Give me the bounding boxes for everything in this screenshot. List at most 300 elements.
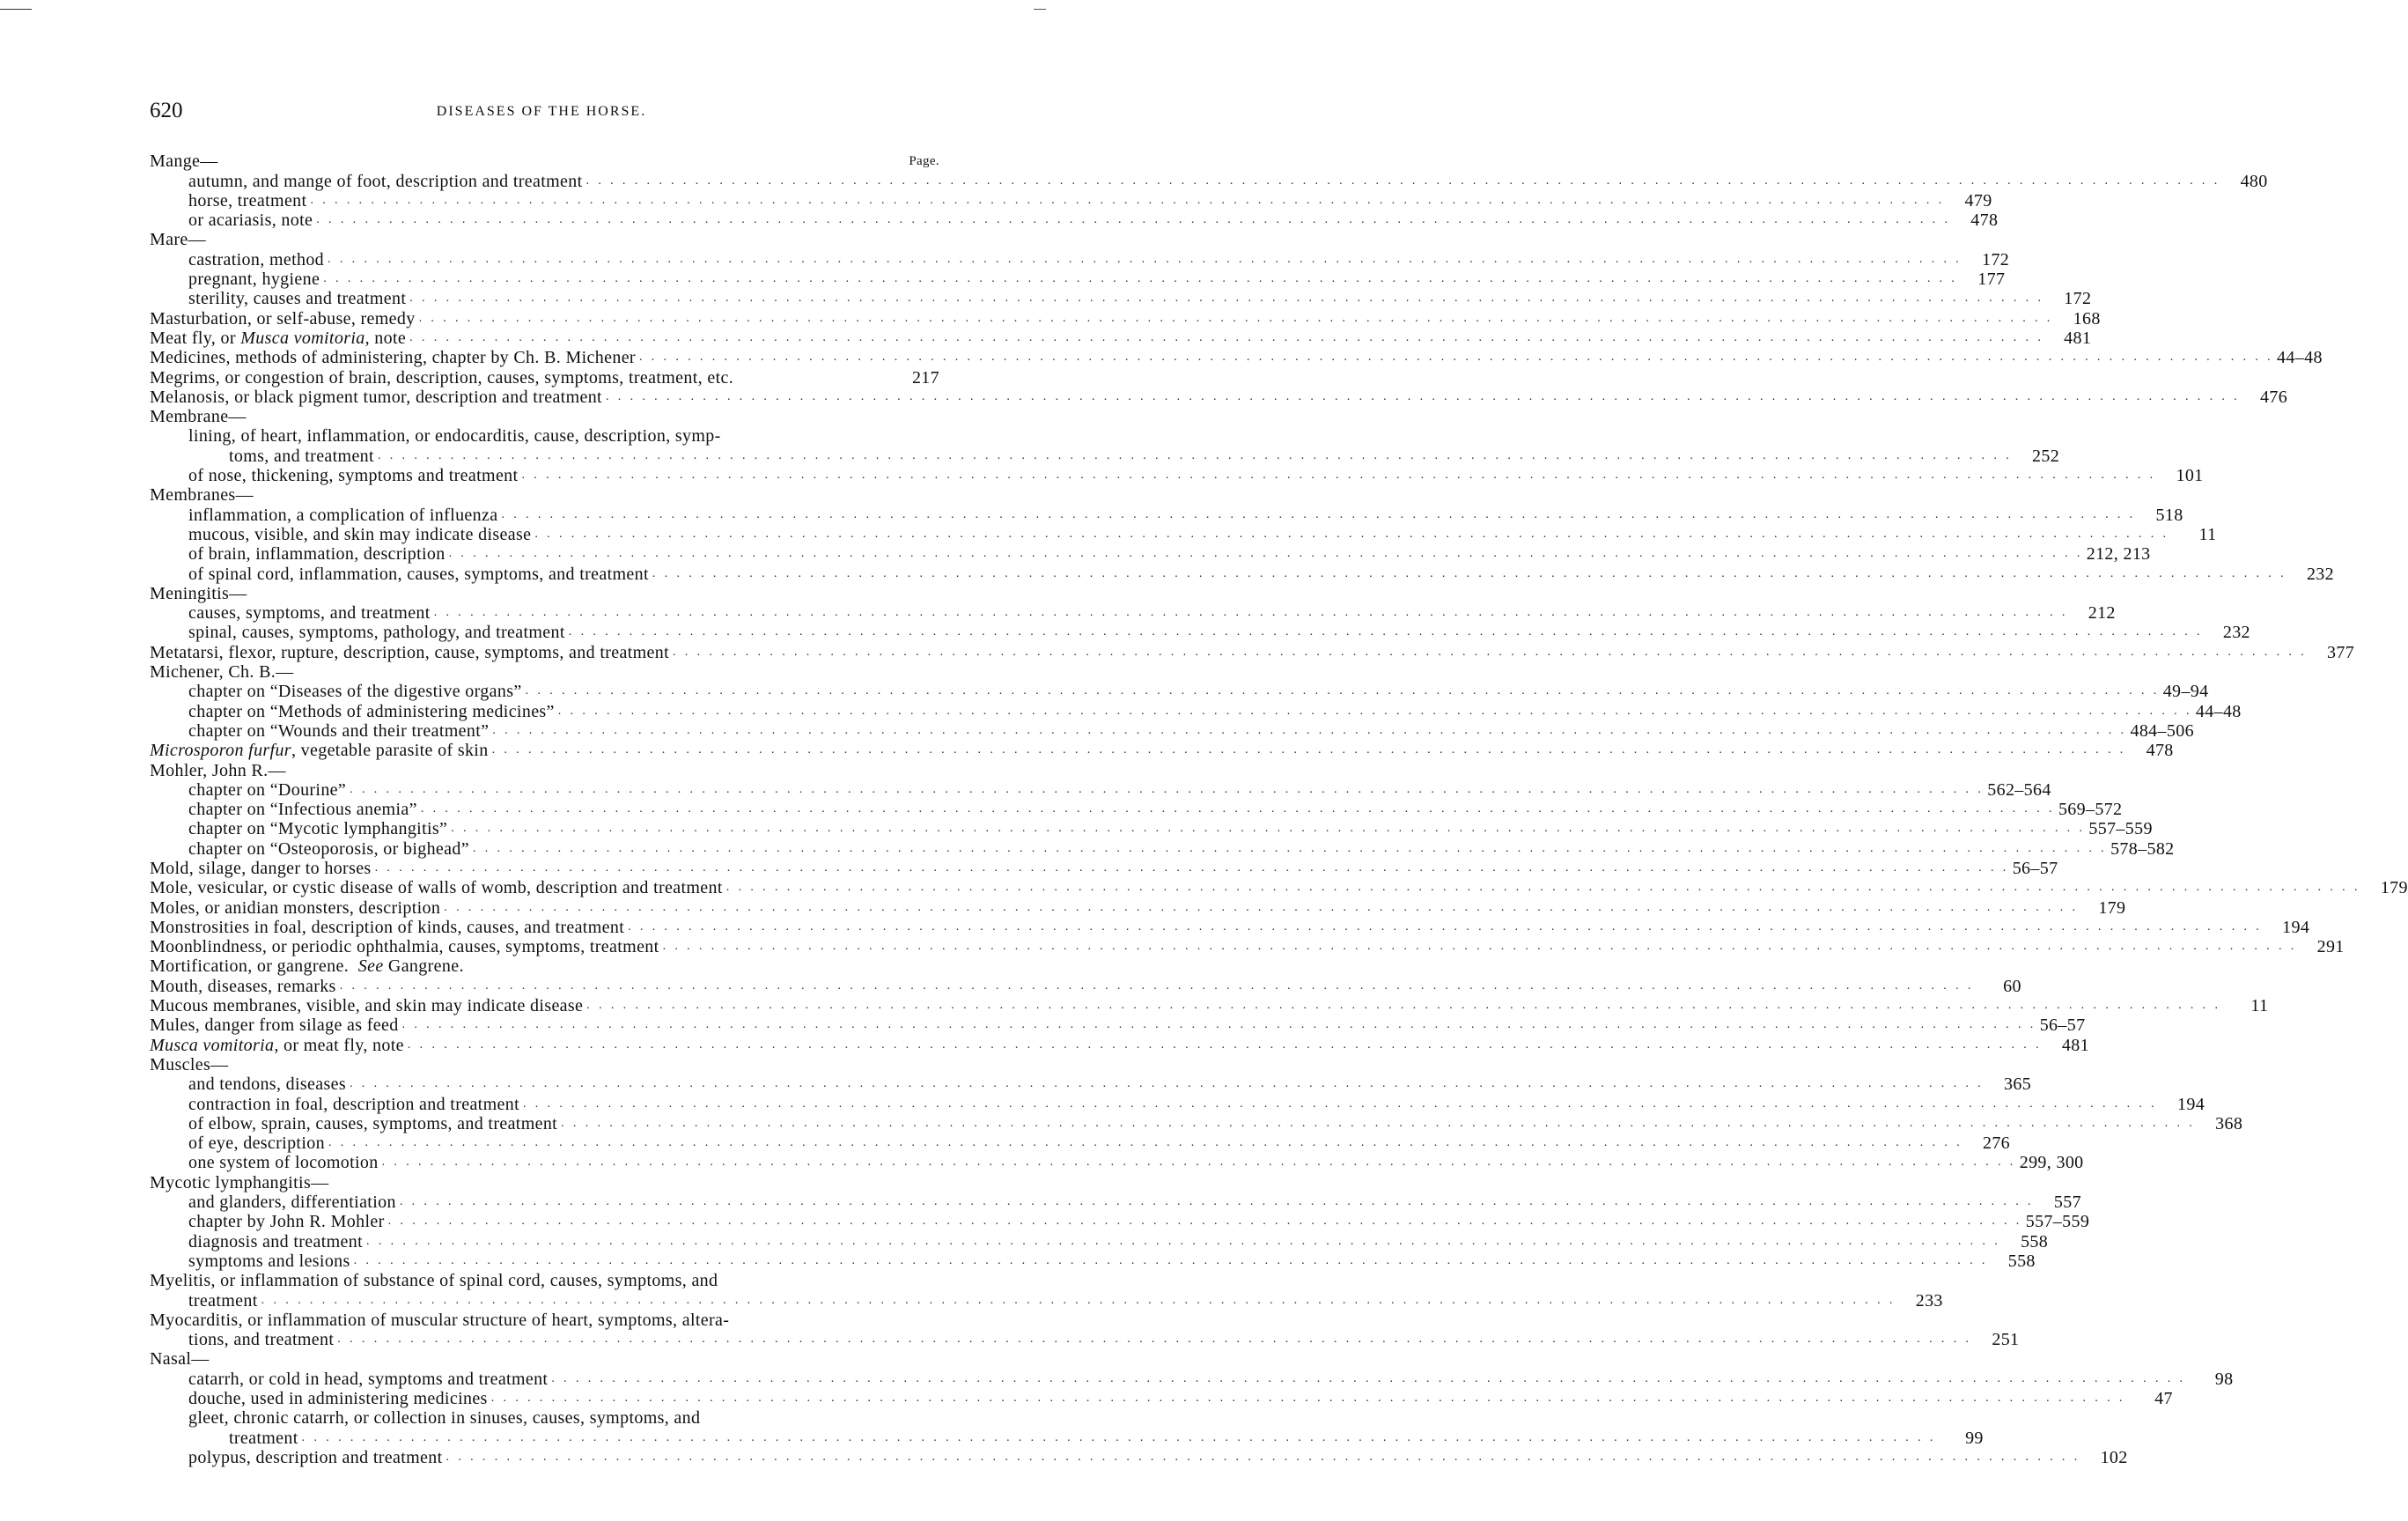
- dot-leader: [446, 1448, 2080, 1467]
- entry-text-segment: autumn, and mange of foot, description and treatment: [188, 171, 583, 191]
- index-entry: [150, 328, 2092, 348]
- dot-leader: [606, 388, 2240, 407]
- page-reference: 558: [2021, 1231, 2049, 1252]
- entry-text-segment: Medicines, methods of administering, chapter by Ch. B. Michener: [150, 348, 636, 368]
- page-reference: 476: [2260, 387, 2288, 407]
- entry-text: [150, 741, 489, 760]
- page-reference: 217: [911, 367, 939, 388]
- page-reference: 562–564: [1987, 779, 2051, 800]
- entry-text-segment: Membranes—: [150, 485, 254, 506]
- page-reference: 56–57: [2039, 1015, 2086, 1036]
- page-reference: 578–582: [2110, 838, 2175, 859]
- entry-text: [188, 1074, 346, 1094]
- entry-text-segment: chapter on “Methods of administering medicines”: [188, 701, 555, 721]
- entry-text-segment: treatment: [229, 1428, 298, 1448]
- dot-leader: [586, 996, 2220, 1015]
- entry-text-segment: Membrane—: [150, 407, 247, 427]
- entry-text: [188, 1389, 488, 1408]
- italic-term: Musca vomitoria: [150, 1035, 275, 1055]
- entry-text-segment: chapter on “Mycotic lymphangitis”: [188, 819, 448, 839]
- dot-leader: [473, 839, 2107, 859]
- entry-text-segment: or acariasis, note: [188, 210, 313, 231]
- index-subentry: [150, 544, 2151, 565]
- index-subentry: [150, 1447, 2128, 1467]
- index-subentry: [150, 779, 2051, 800]
- index-subentry: [150, 1133, 2011, 1154]
- entry-text-segment: Mouth, diseases, remarks: [150, 976, 336, 996]
- page-reference: 518: [2155, 505, 2183, 525]
- entry-text: [150, 407, 247, 426]
- dot-leader: [444, 898, 2078, 918]
- entry-text-segment: inflammation, a complication of influenza: [188, 505, 498, 525]
- entry-text-segment: Mare—: [150, 230, 206, 250]
- entry-text: [188, 839, 469, 859]
- entry-text: [188, 1232, 363, 1252]
- entry-text-segment: tions, and treatment: [188, 1330, 335, 1350]
- entry-text-segment: chapter by John R. Mohler: [188, 1212, 385, 1232]
- page-reference: 479: [1964, 190, 1992, 210]
- entry-text: [188, 1192, 396, 1212]
- entry-text: [188, 623, 565, 642]
- index-subentry: [150, 524, 2217, 544]
- entry-text-segment: Muscles—: [150, 1054, 229, 1074]
- index-entry: [150, 956, 939, 976]
- index-subentry: [150, 210, 1999, 231]
- entry-text: [150, 151, 218, 171]
- entry-text: [188, 1133, 325, 1153]
- page-reference: 558: [2007, 1251, 2036, 1271]
- index-subentry: [150, 800, 2123, 820]
- entry-text: [150, 643, 669, 662]
- page-reference: 212: [2088, 603, 2116, 624]
- page-reference: 177: [1977, 269, 2006, 290]
- index-subentry: [150, 819, 2153, 839]
- entry-text: [188, 1448, 443, 1467]
- dot-leader: [328, 1133, 1962, 1153]
- index-subentry: [150, 1408, 939, 1428]
- entry-text: [188, 1370, 548, 1389]
- dot-leader: [534, 525, 2169, 544]
- page-reference: 232: [2222, 623, 2250, 643]
- index-entry: [150, 917, 2310, 937]
- dot-leader: [434, 603, 2068, 623]
- dot-leader: [302, 1429, 1936, 1448]
- page-reference: 478: [2146, 741, 2174, 761]
- page-reference: 232: [2306, 564, 2335, 584]
- entry-text-segment: toms, and treatment: [229, 446, 374, 466]
- dot-leader: [316, 210, 1950, 230]
- index-entry: [150, 584, 939, 603]
- page-reference: 47: [2154, 1389, 2173, 1408]
- index-subentry: [150, 1428, 1984, 1448]
- entry-text-segment: chapter on “Wounds and their treatment”: [188, 720, 490, 741]
- dot-leader: [337, 1330, 1971, 1349]
- entry-text: [150, 761, 286, 780]
- page-reference: 233: [1915, 1290, 1943, 1311]
- dot-leader: [419, 309, 2053, 329]
- dot-leader: [501, 506, 2135, 525]
- entry-text-segment: Mold, silage, danger to horses: [150, 858, 372, 878]
- dot-leader: [521, 466, 2155, 485]
- entry-text: [188, 525, 531, 544]
- dot-leader: [491, 1389, 2125, 1408]
- dot-leader: [388, 1212, 2022, 1231]
- dot-leader: [350, 1074, 1984, 1094]
- index-subentry: [150, 1094, 2205, 1114]
- page-reference: 101: [2176, 466, 2204, 486]
- index-subentry: [150, 720, 2194, 741]
- page-reference: 49–94: [2162, 682, 2209, 702]
- dot-leader: [628, 918, 2262, 937]
- entry-text: [188, 721, 489, 741]
- dot-leader: [354, 1252, 1988, 1271]
- entry-text: [188, 565, 649, 584]
- entry-text-segment: horse, treatment: [188, 190, 307, 210]
- index-subentry: [150, 426, 939, 446]
- index-subentry: [150, 1369, 2234, 1389]
- entry-text-segment: Mucous membranes, visible, and skin may indicate disease: [150, 996, 584, 1016]
- entry-text: [188, 466, 518, 485]
- entry-text: [188, 172, 583, 191]
- index-subentry: [150, 505, 2183, 525]
- index-subentry: [150, 289, 2092, 309]
- page-reference: 11: [2198, 524, 2217, 544]
- index-subentry: [150, 1212, 2090, 1232]
- entry-text-segment: Moonblindness, or periodic ophthalmia, causes, symptoms, treatment: [150, 937, 659, 957]
- index-subentry: [150, 190, 1992, 210]
- dot-leader: [382, 1153, 2016, 1172]
- entry-text: [150, 878, 723, 897]
- index-subentry: [150, 446, 2060, 466]
- entry-text-segment: polypus, description and treatment: [188, 1447, 443, 1467]
- dot-leader: [350, 780, 1984, 800]
- page-reference: 98: [2214, 1369, 2234, 1389]
- dot-leader: [551, 1370, 2185, 1389]
- entry-text-segment: Monstrosities in foal, description of kinds, causes, and treatment: [150, 917, 625, 937]
- entry-text: [188, 1212, 385, 1231]
- entry-text: [188, 1114, 557, 1133]
- entry-text: [188, 1095, 519, 1114]
- entry-text-segment: treatment: [188, 1290, 258, 1311]
- italic-term: See: [357, 956, 384, 977]
- index-subentry: [150, 1231, 2049, 1252]
- entry-text: [150, 309, 416, 329]
- dot-leader: [378, 447, 2012, 466]
- entry-text: [188, 1153, 379, 1172]
- page-reference: 276: [1982, 1133, 2011, 1154]
- index-entry: [150, 996, 2269, 1016]
- entry-text: [150, 1173, 328, 1192]
- index-subentry: [150, 838, 2175, 859]
- entry-text-segment: Mohler, John R.—: [150, 760, 286, 780]
- entry-text-segment: of spinal cord, inflammation, causes, symptoms, and treatment: [188, 564, 649, 584]
- entry-text-segment: Megrims, or congestion of brain, description, causes, symptoms, treatment, etc.: [150, 367, 734, 388]
- entry-text: [150, 996, 583, 1015]
- entry-text-segment: Gangrene.: [383, 956, 464, 977]
- page-reference: 481: [2064, 328, 2092, 348]
- page-reference: 377: [2327, 642, 2355, 662]
- italic-term: Microsporon furfur: [150, 741, 291, 761]
- index-entry: [150, 151, 939, 171]
- dot-leader: [421, 800, 2055, 819]
- page-reference: 172: [2064, 289, 2092, 309]
- entry-text-segment: chapter on “Dourine”: [188, 779, 347, 800]
- dot-leader: [409, 289, 2043, 308]
- index-subentry: [150, 1330, 2020, 1350]
- entry-text: [188, 682, 522, 701]
- dot-leader: [375, 859, 2009, 878]
- entry-text: [150, 584, 247, 603]
- entry-text-segment: causes, symptoms, and treatment: [188, 603, 431, 624]
- entry-text-segment: , or meat fly, note: [274, 1035, 404, 1055]
- dot-leader: [639, 348, 2273, 367]
- entry-text-segment: Metatarsi, flexor, rupture, description, cause, symptoms, and treatment: [150, 642, 669, 662]
- index-subentry: [150, 623, 2250, 643]
- page-reference: 299, 300: [2019, 1153, 2084, 1173]
- index-subentry: [150, 1251, 2036, 1271]
- page-reference: 99: [1965, 1428, 1984, 1448]
- entry-text: [150, 230, 206, 249]
- entry-text-segment: lining, of heart, inflammation, or endocarditis, cause, description, symp-: [188, 426, 721, 447]
- entry-text: [188, 1330, 334, 1349]
- index-subentry: [150, 603, 2116, 624]
- index-entry: [150, 1311, 939, 1330]
- page-reference: 44–48: [2277, 348, 2323, 368]
- entry-text-segment: contraction in foal, description and treatment: [188, 1094, 519, 1114]
- entry-text: [150, 977, 336, 996]
- entry-text-segment: Mules, danger from silage as feed: [150, 1015, 399, 1036]
- page-reference: 481: [2061, 1035, 2089, 1055]
- entry-text: [150, 898, 440, 918]
- dot-leader: [340, 977, 1974, 996]
- dot-leader: [402, 1015, 2036, 1035]
- dot-leader: [586, 172, 2220, 191]
- entry-text: [188, 269, 320, 289]
- entry-text-segment: castration, method: [188, 249, 325, 269]
- dot-leader: [523, 1095, 2157, 1114]
- entry-text-segment: pregnant, hygiene: [188, 269, 320, 290]
- entry-text-segment: , note: [365, 328, 407, 348]
- index-subentry: [150, 1192, 2081, 1213]
- index-subentry: [150, 269, 2006, 290]
- page-reference: 557–559: [2088, 819, 2153, 839]
- running-title: DISEASES OF THE HORSE.: [436, 104, 647, 119]
- index-subentry: [150, 249, 2010, 269]
- page-reference: 179: [2098, 897, 2126, 918]
- entry-text: [188, 1252, 350, 1271]
- dot-leader: [408, 1036, 2042, 1055]
- index-entry: [150, 760, 939, 779]
- dot-leader: [328, 250, 1962, 269]
- dot-leader: [561, 1114, 2195, 1133]
- entry-text: [150, 1349, 210, 1369]
- page-reference: 365: [2004, 1074, 2032, 1095]
- entry-text-segment: and glanders, differentiation: [188, 1192, 396, 1213]
- entry-text-segment: Mortification, or gangrene.: [150, 956, 358, 977]
- index-entry: [150, 1349, 939, 1369]
- dot-leader: [663, 937, 2297, 956]
- entry-text-segment: , vegetable parasite of skin: [291, 741, 489, 761]
- page-reference: 172: [1982, 249, 2010, 269]
- entry-text: [150, 329, 406, 348]
- index-entry: [150, 387, 2288, 407]
- entry-text-segment: symptoms and lesions: [188, 1251, 350, 1271]
- page-reference: 480: [2240, 171, 2268, 191]
- index-entry: [150, 1015, 2086, 1036]
- page-reference: 484–506: [2130, 720, 2194, 741]
- page-reference: 569–572: [2058, 800, 2123, 820]
- index-entry: [150, 878, 2408, 898]
- page-reference: 251: [1992, 1330, 2020, 1350]
- entry-text: [150, 937, 659, 956]
- scan-edge-mark: [0, 9, 32, 10]
- page-reference: 168: [2073, 308, 2101, 329]
- entry-text: [150, 859, 372, 878]
- dot-leader: [726, 878, 2360, 897]
- index-subentry: [150, 1290, 1943, 1311]
- index-subentry: [150, 1074, 2032, 1095]
- page-reference: 252: [2032, 446, 2060, 466]
- index-entry: [150, 348, 2323, 368]
- dot-leader: [492, 741, 2126, 760]
- index-entry: [150, 897, 2126, 918]
- entry-text: [188, 603, 431, 623]
- index-subentry: [150, 466, 2204, 486]
- page-number: 620: [150, 99, 183, 122]
- index-entry: [150, 485, 939, 505]
- index-entry: [150, 367, 939, 387]
- index-entry: [150, 642, 2355, 662]
- dot-leader: [451, 819, 2085, 838]
- entry-text-segment: douche, used in administering medicines: [188, 1389, 488, 1408]
- entry-text: [150, 1271, 718, 1290]
- page-reference: 60: [2003, 976, 2021, 996]
- dot-leader: [492, 721, 2126, 741]
- index-entry: [150, 1271, 939, 1290]
- entry-text-segment: of elbow, sprain, causes, symptoms, and treatment: [188, 1113, 558, 1133]
- entry-text: [188, 210, 313, 230]
- index-entry: [150, 407, 939, 426]
- entry-text-segment: Moles, or anidian monsters, description: [150, 897, 441, 918]
- entry-text-segment: gleet, chronic catarrh, or collection in sinuses, causes, symptoms, and: [188, 1408, 701, 1429]
- page-reference: 212, 213: [2086, 544, 2151, 565]
- entry-text: [188, 506, 497, 525]
- index-entry: [150, 1172, 939, 1192]
- index-subentry: [150, 1389, 2173, 1408]
- entry-text: [229, 1429, 298, 1448]
- dot-leader: [673, 643, 2307, 662]
- page-reference: 56–57: [2012, 858, 2058, 878]
- dot-leader: [449, 544, 2083, 564]
- index-subentry: [150, 564, 2335, 584]
- index-entry: [150, 858, 2058, 878]
- page-reference: 194: [2177, 1094, 2205, 1114]
- dot-leader: [652, 565, 2286, 584]
- entry-text-segment: and tendons, diseases: [188, 1074, 346, 1095]
- index-entry: [150, 1055, 939, 1074]
- index-entry: [150, 1035, 2089, 1055]
- page-reference: 179: [2380, 878, 2408, 898]
- entry-text-segment: Michener, Ch. B.—: [150, 662, 294, 683]
- entry-text: [188, 289, 406, 308]
- entry-text: [150, 1036, 404, 1055]
- entry-text-segment: Myocarditis, or inflammation of muscular structure of heart, symptoms, altera-: [150, 1310, 730, 1330]
- dot-leader: [526, 682, 2160, 701]
- index-subentry: [150, 1153, 2084, 1173]
- entry-text: [150, 918, 624, 937]
- entry-text: [150, 956, 464, 976]
- index-subentry: [150, 1113, 2243, 1133]
- entry-text: [188, 1408, 700, 1428]
- index-list: [150, 151, 2408, 1467]
- entry-text: [188, 800, 417, 819]
- entry-text: [150, 485, 254, 505]
- index-entry: [150, 976, 2021, 996]
- index-subentry: [150, 171, 2268, 191]
- entry-text-segment: sterility, causes and treatment: [188, 289, 407, 309]
- index-entry: [150, 937, 2345, 957]
- page-reference: 368: [2215, 1113, 2243, 1133]
- page-reference: 291: [2316, 937, 2345, 957]
- entry-text: [150, 1311, 729, 1330]
- entry-text-segment: of eye, description: [188, 1133, 325, 1154]
- entry-text-segment: chapter on “Infectious anemia”: [188, 800, 417, 820]
- entry-text-segment: chapter on “Osteoporosis, or bighead”: [188, 838, 469, 859]
- entry-text-segment: of nose, thickening, symptoms and treatment: [188, 466, 519, 486]
- page-reference: 557: [2053, 1192, 2081, 1213]
- entry-text: [229, 447, 374, 466]
- page-column-label: Page.: [909, 154, 939, 169]
- entry-text: [150, 388, 602, 407]
- entry-text-segment: Meat fly, or: [150, 328, 241, 348]
- page-reference: 478: [1970, 210, 1999, 231]
- entry-text: [150, 348, 636, 367]
- dot-leader: [366, 1232, 2000, 1252]
- entry-text-segment: Mycotic lymphangitis—: [150, 1172, 329, 1192]
- index-subentry: [150, 701, 2242, 721]
- entry-text: [188, 780, 346, 800]
- entry-text-segment: Melanosis, or black pigment tumor, description and treatment: [150, 387, 602, 407]
- entry-text: [188, 250, 324, 269]
- dot-leader: [400, 1192, 2034, 1212]
- entry-text-segment: Nasal—: [150, 1349, 210, 1370]
- page-reference: 44–48: [2195, 701, 2242, 721]
- dot-leader: [558, 702, 2192, 721]
- entry-text-segment: diagnosis and treatment: [188, 1231, 364, 1252]
- entry-text-segment: chapter on “Diseases of the digestive organs”: [188, 682, 522, 702]
- entry-text: [150, 662, 293, 682]
- italic-term: Musca vomitoria: [240, 328, 365, 348]
- entry-text: [150, 1055, 228, 1074]
- entry-text: [188, 702, 555, 721]
- entry-text: [188, 1291, 258, 1311]
- page-reference: 11: [2250, 996, 2269, 1016]
- dot-leader: [409, 329, 2043, 348]
- entry-text-segment: of brain, inflammation, description: [188, 544, 446, 565]
- entry-text: [188, 544, 446, 564]
- dot-leader: [310, 191, 1944, 210]
- entry-text: [188, 191, 306, 210]
- index-entry: [150, 230, 939, 249]
- index-entry: [150, 662, 939, 682]
- page-reference: 194: [2282, 917, 2310, 937]
- entry-text: [150, 368, 733, 388]
- entry-text-segment: spinal, causes, symptoms, pathology, and treatment: [188, 623, 565, 643]
- entry-text-segment: Myelitis, or inflammation of substance of spinal cord, causes, symptoms, and: [150, 1271, 718, 1291]
- dot-leader: [323, 269, 1957, 289]
- entry-text-segment: mucous, visible, and skin may indicate disease: [188, 524, 532, 544]
- page-reference: 557–559: [2025, 1212, 2090, 1232]
